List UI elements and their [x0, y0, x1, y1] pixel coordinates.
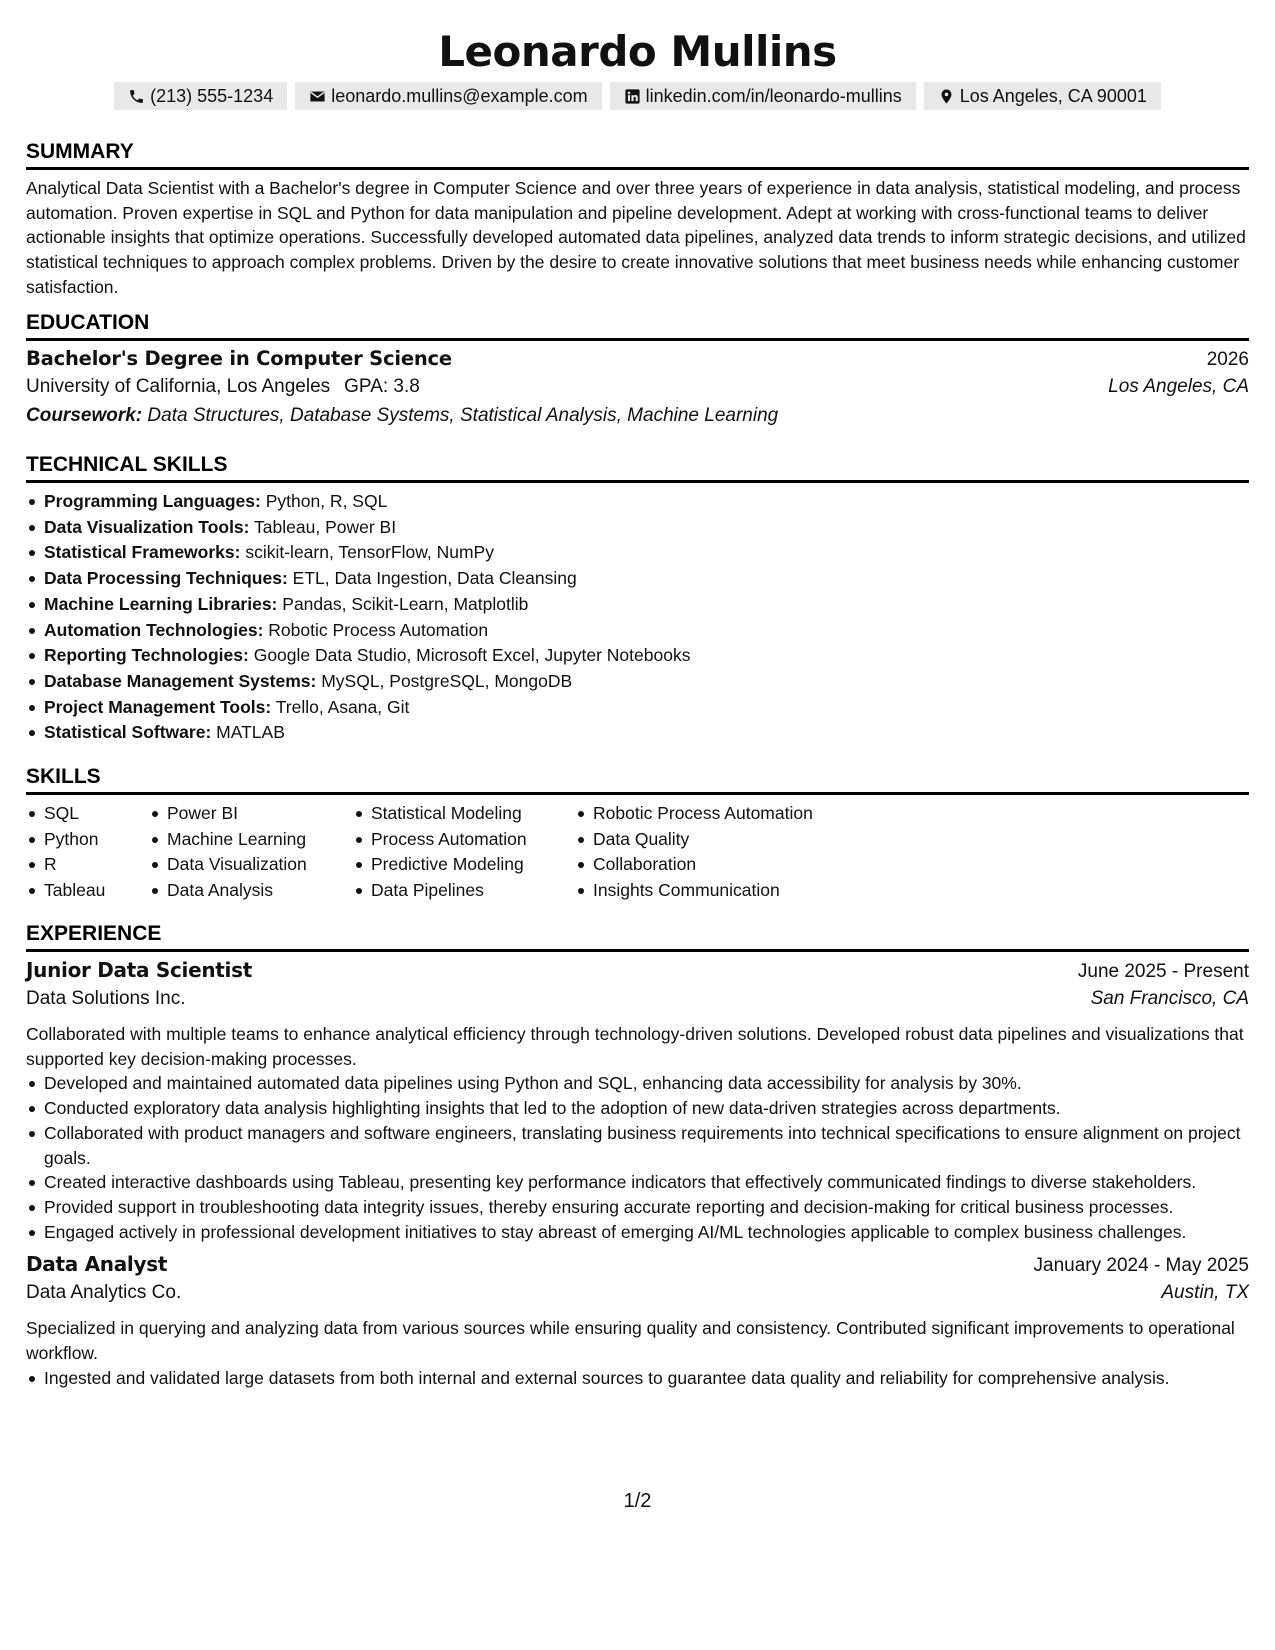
- skills-heading: SKILLS: [26, 763, 1249, 795]
- technical-skills-heading: TECHNICAL SKILLS: [26, 451, 1249, 483]
- school-name: University of California, Los Angeles: [26, 376, 331, 397]
- list-item: Predictive Modeling: [371, 852, 575, 878]
- job-title: Data Analyst: [26, 1252, 168, 1277]
- list-item: Power BI: [167, 801, 353, 827]
- skills-column: [26, 801, 149, 904]
- list-item: Conducted exploratory data analysis highlighting insights that led to the adoption of new data-driven strategies across departments.: [44, 1096, 1249, 1121]
- contact-email[interactable]: [295, 82, 601, 110]
- list-item: Process Automation: [371, 827, 575, 853]
- education-section: [26, 309, 1249, 434]
- job-dates: June 2025 - Present: [1077, 961, 1249, 982]
- list-item: Automation Technologies: Robotic Process Automation: [44, 618, 1249, 644]
- list-item: Data Quality: [593, 827, 893, 853]
- list-item: Ingested and validated large datasets from both internal and external sources to guarantee data quality and reliability for comprehensive analysis.: [44, 1366, 1249, 1391]
- list-item: Statistical Software: MATLAB: [44, 720, 1249, 746]
- email-text: leonardo.mullins@example.com: [331, 85, 588, 106]
- contact-phone[interactable]: [114, 82, 287, 110]
- list-item: Data Processing Techniques: ETL, Data Ingestion, Data Cleansing: [44, 566, 1249, 592]
- list-item: Data Analysis: [167, 878, 353, 904]
- graduation-year: 2026: [1206, 349, 1249, 370]
- job-company-row: [26, 1282, 1249, 1312]
- job-entry: [26, 958, 1249, 1244]
- company-name: Data Solutions Inc.: [26, 988, 186, 1009]
- list-item: Machine Learning Libraries: Pandas, Scikit-Learn, Matplotlib: [44, 592, 1249, 618]
- gpa: GPA: 3.8: [344, 376, 420, 397]
- location-text: Los Angeles, CA 90001: [959, 85, 1147, 106]
- skills-column: [575, 801, 893, 904]
- envelope-icon: [309, 88, 326, 105]
- list-item: Data Visualization: [167, 852, 353, 878]
- job-header-row: [26, 958, 1249, 988]
- job-summary: Collaborated with multiple teams to enhance analytical efficiency through technology-driven solutions. Developed robust data pipelines and visualizations that supported key decision-making processes.: [26, 1024, 1244, 1069]
- candidate-name: Leonardo Mullins: [438, 27, 837, 76]
- list-item: Created interactive dashboards using Tableau, presenting key performance indicators that effectively communicated findings to diverse stakeholders.: [44, 1170, 1249, 1195]
- summary-section: [26, 138, 1249, 300]
- job-summary: Specialized in querying and analyzing data from various sources while ensuring quality and consistency. Contributed significant improvements to operational workflow.: [26, 1318, 1235, 1364]
- school-location: Los Angeles, CA: [1108, 376, 1249, 397]
- list-item: Robotic Process Automation: [593, 801, 893, 827]
- job-entry: [26, 1252, 1249, 1390]
- resume-page: [26, 0, 1249, 1388]
- list-item: Data Visualization Tools: Tableau, Power BI: [44, 515, 1249, 541]
- phone-text: (213) 555-1234: [150, 85, 274, 106]
- list-item: Statistical Frameworks: scikit-learn, TensorFlow, NumPy: [44, 540, 1249, 566]
- list-item: Python: [44, 827, 149, 853]
- summary-heading: SUMMARY: [26, 138, 1249, 170]
- experience-section: [26, 920, 1249, 1390]
- technical-skills-section: [26, 451, 1249, 746]
- list-item: Reporting Technologies: Google Data Studio, Microsoft Excel, Jupyter Notebooks: [44, 643, 1249, 669]
- job-dates: January 2024 - May 2025: [1033, 1255, 1249, 1277]
- summary-text: Analytical Data Scientist with a Bachelor's degree in Computer Science and over three years of experience in data analysis, statistical modeling, and process automation. Proven expertise in SQL and Python for data manipulation and pipeline development. Adept at working with cross-functional teams to deliver actionable insights that optimize operations. Successfully developed automated data pipelines, analyzed data trends to inform strategic decisions, and utilized statistical techniques to approach complex problems. Driven by the desire to create innovative solutions that meet business needs while enhancing customer satisfaction.: [26, 178, 1246, 297]
- list-item: Collaboration: [593, 852, 893, 878]
- job-bullets: [26, 1071, 1249, 1244]
- list-item: Tableau: [44, 878, 149, 904]
- degree-name: Bachelor's Degree in Computer Science: [26, 347, 452, 370]
- linkedin-text: linkedin.com/in/leonardo-mullins: [645, 85, 902, 106]
- contact-bar: [26, 82, 1249, 110]
- list-item: Machine Learning: [167, 827, 353, 853]
- list-item: Developed and maintained automated data pipelines using Python and SQL, enhancing data accessibility for analysis by 30%.: [44, 1071, 1249, 1096]
- list-item: Collaborated with product managers and software engineers, translating business requirements into technical specifications to ensure alignment on project goals.: [44, 1121, 1249, 1170]
- skills-column: [353, 801, 575, 904]
- job-company-row: [26, 988, 1249, 1018]
- contact-location[interactable]: [924, 82, 1161, 110]
- job-title: Junior Data Scientist: [26, 958, 252, 982]
- job-bullets: [26, 1366, 1249, 1391]
- list-item: Project Management Tools: Trello, Asana, Git: [44, 695, 1249, 721]
- skills-grid: [26, 801, 1249, 904]
- list-item: R: [44, 852, 149, 878]
- list-item: Database Management Systems: MySQL, PostgreSQL, MongoDB: [44, 669, 1249, 695]
- job-location: San Francisco, CA: [1090, 988, 1249, 1009]
- skills-section: [26, 763, 1249, 904]
- list-item: Programming Languages: Python, R, SQL: [44, 489, 1249, 515]
- list-item: SQL: [44, 801, 149, 827]
- job-header-row: [26, 1252, 1249, 1282]
- map-pin-icon: [938, 88, 955, 105]
- contact-linkedin[interactable]: [610, 82, 916, 110]
- technical-skills-list: [26, 489, 1249, 746]
- list-item: Data Pipelines: [371, 878, 575, 904]
- list-item: Statistical Modeling: [371, 801, 575, 827]
- list-item: Insights Communication: [593, 878, 893, 904]
- coursework-list: Data Structures, Database Systems, Statistical Analysis, Machine Learning: [147, 405, 779, 426]
- linkedin-icon: [624, 88, 641, 105]
- company-name: Data Analytics Co.: [26, 1282, 182, 1304]
- coursework: [26, 405, 1249, 434]
- experience-heading: EXPERIENCE: [26, 920, 1249, 952]
- page-number: 1/2: [623, 1490, 652, 1512]
- school-row: [26, 376, 1249, 405]
- skills-column: [149, 801, 353, 904]
- school-info: [26, 376, 420, 398]
- coursework-label: Coursework:: [26, 405, 143, 426]
- job-location: Austin, TX: [1161, 1282, 1249, 1304]
- phone-icon: [128, 88, 145, 105]
- degree-row: [26, 347, 1249, 376]
- education-heading: EDUCATION: [26, 309, 1249, 341]
- list-item: Provided support in troubleshooting data integrity issues, thereby ensuring accurate reporting and decision-making for critical business processes.: [44, 1195, 1249, 1220]
- list-item: Engaged actively in professional development initiatives to stay abreast of emerging AI/ML technologies applicable to complex business challenges.: [44, 1220, 1249, 1245]
